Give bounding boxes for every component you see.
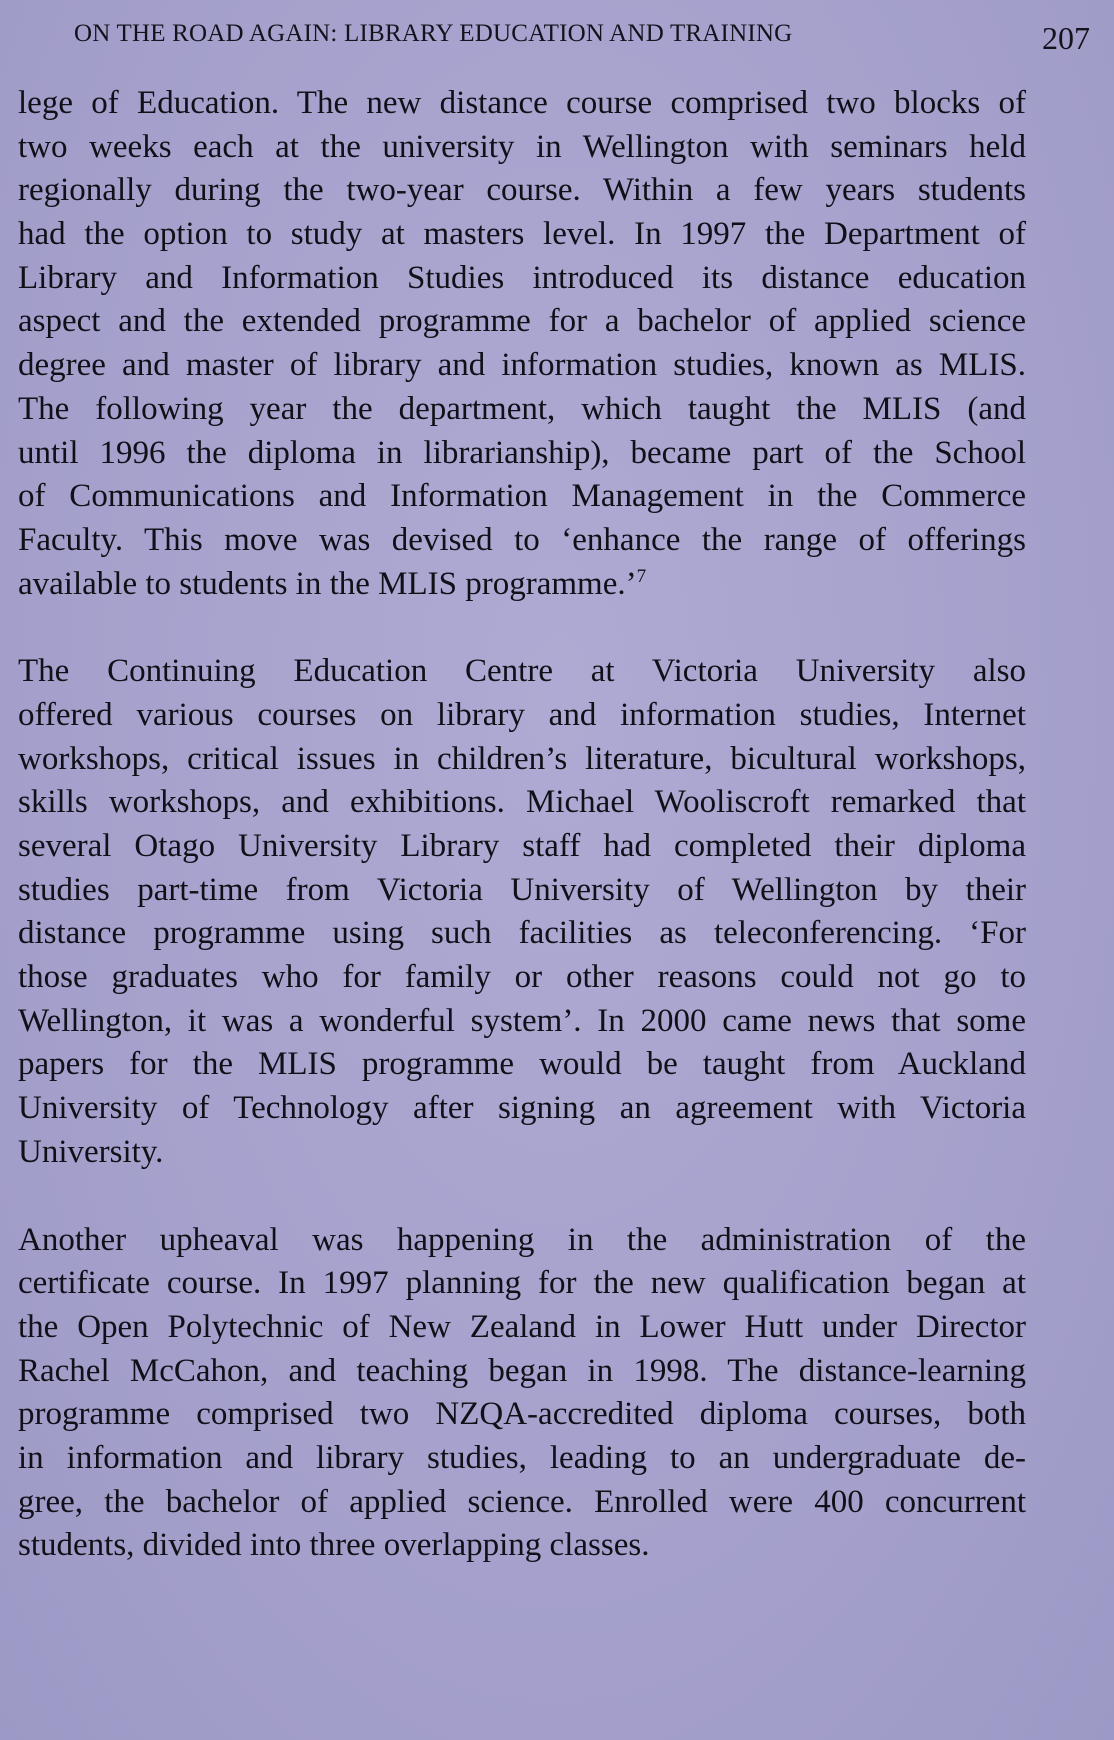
text-line: distance programme using such facilities as teleconferencing. ‘For <box>18 915 1026 952</box>
text-line: the Open Polytechnic of New Zealand in Lower Hutt under Director <box>18 1308 1026 1345</box>
text-line: Library and Information Studies introduced its distance education <box>18 259 1026 296</box>
text-line: offered various courses on library and information studies, Internet <box>18 696 1026 733</box>
text-line: Another upheaval was happening in the administration of the <box>18 1221 1026 1258</box>
text-line: skills workshops, and exhibitions. Michael Wooliscroft remarked that <box>18 784 1026 821</box>
text-line-content: available to students in the MLIS programme.’ <box>18 565 637 602</box>
text-line: gree, the bachelor of applied science. Enrolled were 400 concurrent <box>18 1483 1026 1520</box>
body-text <box>18 82 1026 1612</box>
text-line: Wellington, it was a wonderful system’. In 2000 came news that some <box>18 1002 1026 1039</box>
text-line: students, divided into three overlapping classes. <box>18 1527 650 1564</box>
paragraph-3 <box>18 1219 1026 1569</box>
text-line: in information and library studies, leading to an undergraduate de- <box>18 1439 1026 1476</box>
text-line: degree and master of library and information studies, known as MLIS. <box>18 347 1026 384</box>
paragraph-1 <box>18 82 1026 606</box>
text-line: of Communications and Information Management in the Commerce <box>18 478 1026 515</box>
text-line: Faculty. This move was devised to ‘enhance the range of offerings <box>18 521 1026 558</box>
text-line: papers for the MLIS programme would be taught from Auckland <box>18 1046 1026 1083</box>
text-line: lege of Education. The new distance course comprised two blocks of <box>18 85 1026 121</box>
text-line: studies part-time from Victoria University of Wellington by their <box>18 871 1026 908</box>
footnote-reference: 7 <box>636 565 647 587</box>
text-line: University of Technology after signing an agreement with Victoria <box>18 1090 1026 1127</box>
text-line: had the option to study at masters level. In 1997 the Department of <box>18 216 1026 253</box>
page-number: 207 <box>1042 20 1090 56</box>
text-line: until 1996 the diploma in librarianship), became part of the School <box>18 434 1026 471</box>
text-line: aspect and the extended programme for a bachelor of applied science <box>18 303 1026 340</box>
text-line: certificate course. In 1997 planning for the new qualification began at <box>18 1265 1026 1302</box>
text-line <box>18 563 1026 607</box>
paragraph-2 <box>18 650 1026 1174</box>
text-line: The following year the department, which taught the MLIS (and <box>18 390 1026 427</box>
running-head: ON THE ROAD AGAIN: LIBRARY EDUCATION AND TRAINING <box>74 20 793 47</box>
text-line: those graduates who for family or other reasons could not go to <box>18 959 1026 996</box>
text-line: two weeks each at the university in Wellington with seminars held <box>18 128 1026 165</box>
text-line: several Otago University Library staff had completed their diploma <box>18 828 1026 864</box>
text-line: regionally during the two-year course. Within a few years students <box>18 172 1026 209</box>
text-line: workshops, critical issues in children’s literature, bicultural workshops, <box>18 740 1026 777</box>
text-line: The Continuing Education Centre at Victoria University also <box>18 653 1026 690</box>
text-line: programme comprised two NZQA-accredited diploma courses, both <box>18 1396 1026 1433</box>
text-line: University. <box>18 1133 164 1170</box>
text-line: Rachel McCahon, and teaching began in 1998. The distance-learning <box>18 1352 1026 1389</box>
